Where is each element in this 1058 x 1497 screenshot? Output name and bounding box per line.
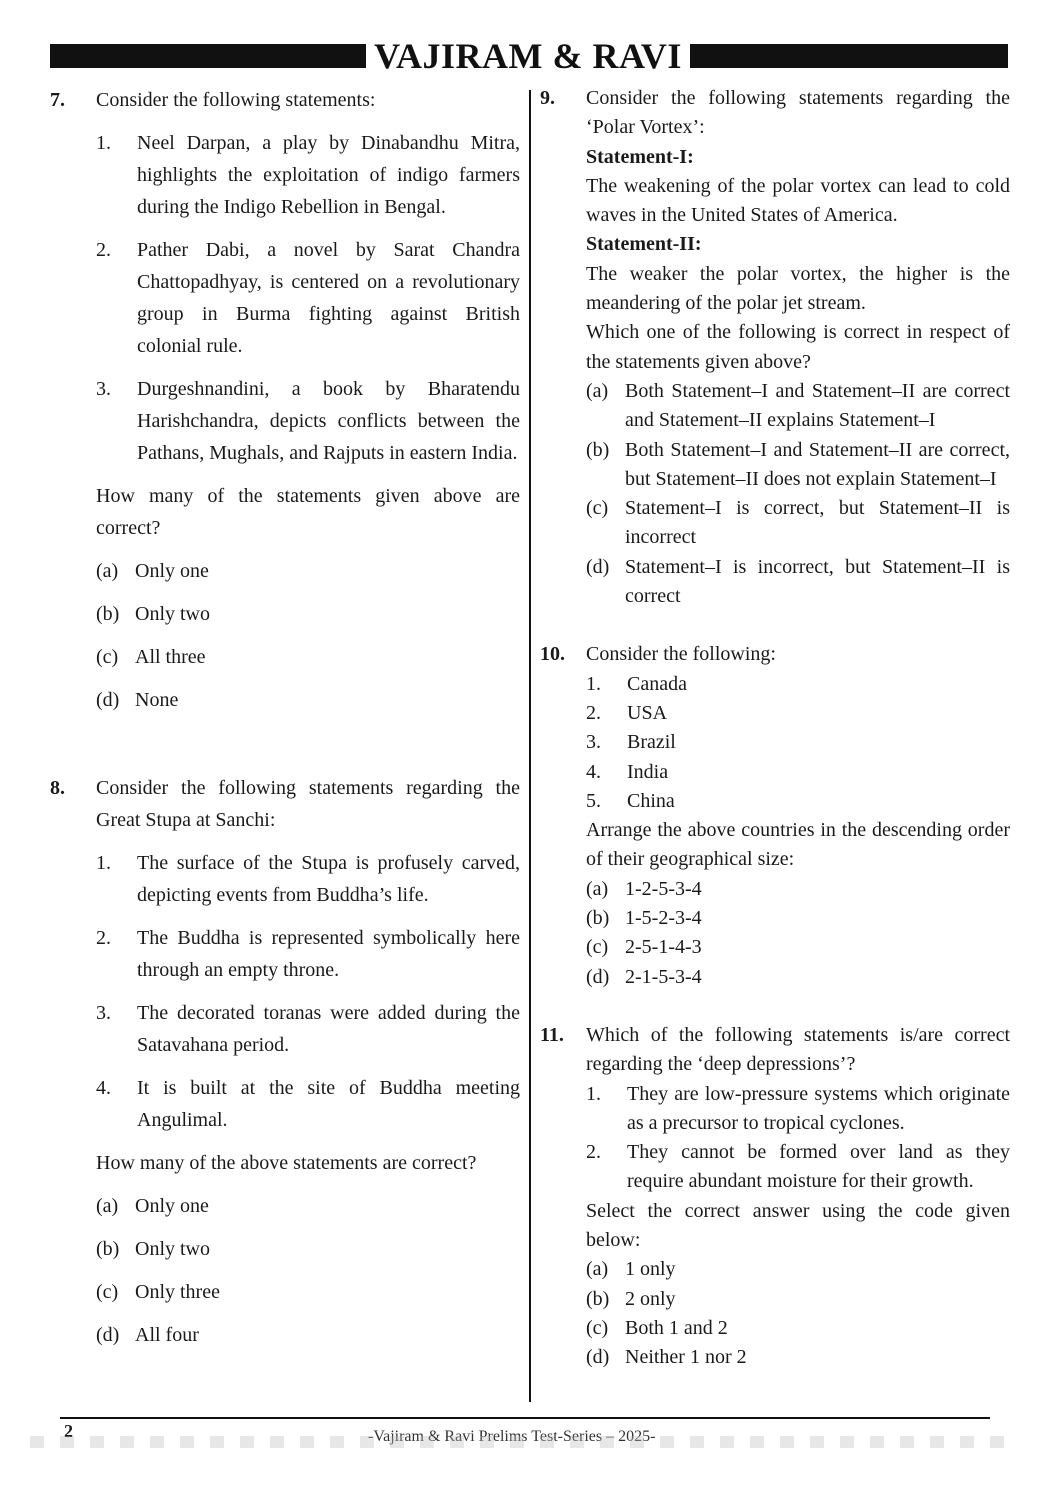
statement-text: They are low-pressure systems which originate as a precursor to tropical cyclones. xyxy=(627,1082,1010,1134)
statement-number: 3. xyxy=(96,378,111,400)
question-number: 9. xyxy=(540,87,555,109)
statement-text: Durgeshnandini, a book by Bharatendu Harishchandra, depicts conflicts between the Pathans, Mughals, and Rajputs in eastern India. xyxy=(137,378,520,464)
question-ask: Select the correct answer using the code given below: xyxy=(586,1199,1010,1251)
option-label: (a) xyxy=(96,560,119,582)
question-8 xyxy=(50,772,520,1351)
option-text: 1 only xyxy=(625,1258,676,1281)
question-9 xyxy=(540,84,1010,611)
list-item xyxy=(586,670,1010,699)
list-item xyxy=(586,728,1010,757)
option-label: (b) xyxy=(586,438,610,461)
statement-item xyxy=(96,997,520,1061)
footer-series-text: -Vajiram & Ravi Prelims Test-Series – 2025- xyxy=(368,1428,656,1445)
item-number: 1. xyxy=(586,672,601,695)
question-prompt: Consider the following statements regarding the Great Stupa at Sanchi: xyxy=(96,777,520,831)
option-text: 2 only xyxy=(625,1287,676,1310)
item-number: 4. xyxy=(586,760,601,783)
answer-option-a[interactable] xyxy=(586,377,1010,436)
option-text: Only two xyxy=(135,1238,210,1260)
column-divider xyxy=(529,90,531,1402)
option-label: (b) xyxy=(96,1238,120,1260)
option-label: (a) xyxy=(586,877,609,900)
answer-option-d[interactable] xyxy=(586,1343,1010,1372)
option-text: Both Statement–I and Statement–II are correct and Statement–II explains Statement–I xyxy=(625,379,1010,432)
option-label: (a) xyxy=(586,1258,609,1281)
question-ask: How many of the above statements are correct? xyxy=(96,1152,477,1174)
answer-option-d[interactable] xyxy=(96,684,520,716)
statement-text: Pather Dabi, a novel by Sarat Chandra Chattopadhyay, is centered on a revolutionary group in Burma fighting against British colonial rule. xyxy=(137,239,520,357)
option-text: Only three xyxy=(135,1281,220,1303)
statement-number: 4. xyxy=(96,1077,111,1099)
option-text: Only one xyxy=(135,1195,209,1217)
answer-option-a[interactable] xyxy=(586,1255,1010,1284)
option-label: (a) xyxy=(586,379,609,402)
statement-number: 2. xyxy=(96,927,111,949)
question-prompt: Consider the following statements regarding the ‘Polar Vortex’: xyxy=(586,87,1010,139)
item-text: USA xyxy=(627,701,668,724)
header-bar-left xyxy=(50,44,366,68)
option-label: (c) xyxy=(586,1316,609,1339)
answer-option-b[interactable] xyxy=(586,436,1010,495)
option-text: Both Statement–I and Statement–II are correct, but Statement–II does not explain Statement–I xyxy=(625,438,1010,490)
option-text: All three xyxy=(135,646,206,668)
statement-item xyxy=(96,847,520,911)
statement-number: 2. xyxy=(586,1141,601,1164)
option-text: Neither 1 nor 2 xyxy=(625,1346,747,1369)
footer-bleedthrough xyxy=(30,1436,1020,1448)
answer-option-b[interactable] xyxy=(96,598,520,630)
answer-option-b[interactable] xyxy=(586,904,1010,933)
option-label: (d) xyxy=(96,689,120,711)
page-number: 2 xyxy=(64,1421,73,1441)
option-label: (d) xyxy=(586,965,610,988)
header-title: VAJIRAM & RAVI xyxy=(374,36,682,76)
statement-2-text: The weaker the polar vortex, the higher is the meandering of the polar jet stream. xyxy=(586,262,1010,315)
option-label: (c) xyxy=(586,936,609,959)
statement-text: Neel Darpan, a play by Dinabandhu Mitra, highlights the exploitation of indigo farmers during the Indigo Rebellion in Bengal. xyxy=(137,132,520,218)
statement-number: 1. xyxy=(96,132,111,154)
option-text: Only two xyxy=(135,603,210,625)
answer-option-c[interactable] xyxy=(586,494,1010,553)
option-text: 1-5-2-3-4 xyxy=(625,907,702,930)
option-text: Statement–I is correct, but Statement–II is incorrect xyxy=(625,497,1010,549)
statement-item xyxy=(586,1138,1010,1197)
option-text: Only one xyxy=(135,560,209,582)
option-label: (b) xyxy=(586,907,610,930)
statement-number: 3. xyxy=(96,1002,111,1024)
question-ask: Arrange the above countries in the descending order of their geographical size: xyxy=(586,819,1010,871)
answer-option-c[interactable] xyxy=(96,641,520,673)
option-label: (a) xyxy=(96,1195,119,1217)
statement-text: The surface of the Stupa is profusely carved, depicting events from Buddha’s life. xyxy=(137,852,520,906)
question-number: 10. xyxy=(540,643,565,666)
option-label: (d) xyxy=(96,1324,120,1346)
option-text: All four xyxy=(135,1324,199,1346)
answer-option-b[interactable] xyxy=(96,1233,520,1265)
option-text: Statement–I is incorrect, but Statement–II is correct xyxy=(625,555,1010,608)
statement-item xyxy=(96,922,520,986)
statement-item xyxy=(96,127,520,223)
answer-option-a[interactable] xyxy=(96,555,520,587)
header-bar-right xyxy=(690,44,1008,68)
item-number: 3. xyxy=(586,731,601,754)
answer-option-a[interactable] xyxy=(96,1190,520,1222)
answer-option-c[interactable] xyxy=(586,1314,1010,1343)
item-number: 5. xyxy=(586,789,601,812)
item-text: Canada xyxy=(627,672,687,695)
answer-option-c[interactable] xyxy=(96,1276,520,1308)
question-11 xyxy=(540,1021,1010,1373)
item-number: 2. xyxy=(586,701,601,724)
question-ask: How many of the statements given above are correct? xyxy=(96,485,520,539)
item-text: China xyxy=(627,789,675,812)
answer-option-d[interactable] xyxy=(96,1319,520,1351)
question-number: 7. xyxy=(50,89,65,111)
option-label: (b) xyxy=(586,1287,610,1310)
answer-option-a[interactable] xyxy=(586,875,1010,904)
statement-item xyxy=(96,1072,520,1136)
statement-2-heading: Statement-II: xyxy=(586,233,702,256)
question-prompt: Which of the following statements is/are correct regarding the ‘deep depressions’? xyxy=(586,1023,1010,1076)
question-prompt: Consider the following statements: xyxy=(96,89,376,111)
option-text: 1-2-5-3-4 xyxy=(625,877,702,900)
statement-text: The Buddha is represented symbolically here through an empty throne. xyxy=(137,927,520,981)
option-label: (b) xyxy=(96,603,120,625)
left-column xyxy=(50,84,520,1351)
item-text: India xyxy=(627,760,669,783)
statement-number: 1. xyxy=(96,852,111,874)
footer-rule xyxy=(60,1417,990,1419)
question-10 xyxy=(540,640,1010,992)
statement-1-text: The weakening of the polar vortex can lead to cold waves in the United States of America. xyxy=(586,174,1010,227)
answer-option-d[interactable] xyxy=(586,963,1010,992)
option-text: None xyxy=(135,689,179,711)
option-label: (d) xyxy=(586,1346,610,1369)
question-prompt: Consider the following: xyxy=(586,643,776,666)
question-7 xyxy=(50,84,520,716)
option-label: (c) xyxy=(586,497,609,520)
statement-number: 1. xyxy=(586,1082,601,1105)
statement-text: They cannot be formed over land as they require abundant moisture for their growth. xyxy=(627,1141,1010,1193)
statement-1-heading: Statement-I: xyxy=(586,145,694,168)
list-item xyxy=(586,699,1010,728)
option-text: 2-1-5-3-4 xyxy=(625,965,702,988)
right-column xyxy=(540,84,1010,1372)
statement-text: The decorated toranas were added during the Satavahana period. xyxy=(137,1002,520,1056)
answer-option-d[interactable] xyxy=(586,553,1010,612)
option-label: (c) xyxy=(96,1281,119,1303)
statement-item xyxy=(96,234,520,362)
list-item xyxy=(586,787,1010,816)
statement-text: It is built at the site of Buddha meeting Angulimal. xyxy=(137,1077,520,1131)
question-number: 8. xyxy=(50,777,65,799)
option-text: Both 1 and 2 xyxy=(625,1316,728,1339)
answer-option-c[interactable] xyxy=(586,933,1010,962)
option-label: (c) xyxy=(96,646,119,668)
option-label: (d) xyxy=(586,555,610,578)
question-number: 11. xyxy=(540,1023,564,1046)
list-item xyxy=(586,758,1010,787)
statement-number: 2. xyxy=(96,239,111,261)
answer-option-b[interactable] xyxy=(586,1285,1010,1314)
statement-item xyxy=(96,373,520,469)
item-text: Brazil xyxy=(627,731,676,754)
question-ask: Which one of the following is correct in respect of the statements given above? xyxy=(586,321,1010,373)
option-text: 2-5-1-4-3 xyxy=(625,936,702,959)
statement-item xyxy=(586,1080,1010,1139)
